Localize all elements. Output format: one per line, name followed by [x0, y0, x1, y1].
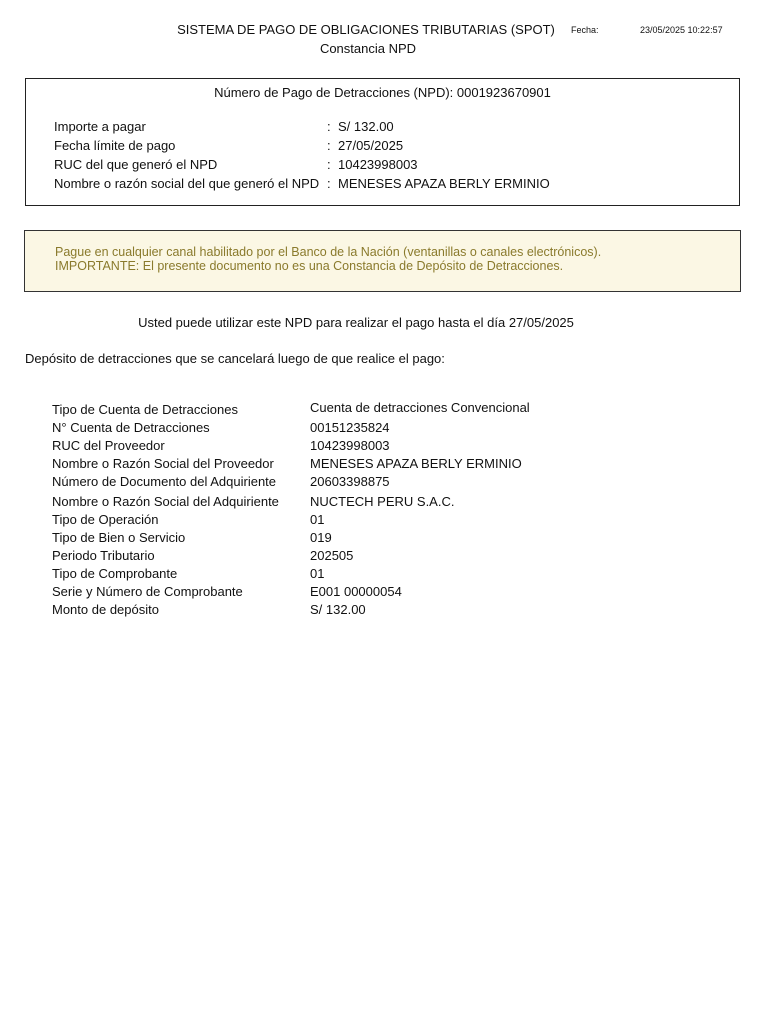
- fecha-value: 23/05/2025 10:22:57: [640, 25, 723, 35]
- npd-usage-text: Usted puede utilizar este NPD para realizar el pago hasta el día 27/05/2025: [138, 315, 574, 330]
- dep-label-monto: Monto de depósito: [52, 602, 159, 617]
- npd-heading: Número de Pago de Detracciones (NPD): 0001923670901: [214, 85, 551, 100]
- dep-value-nombre-adquiriente: NUCTECH PERU S.A.C.: [310, 494, 455, 509]
- npd-separator: :: [327, 157, 331, 172]
- dep-value-serie-numero: E001 00000054: [310, 584, 402, 599]
- document-subtitle: Constancia NPD: [319, 41, 417, 56]
- notice-importante: IMPORTANTE: El presente documento no es una Constancia de Depósito de Detracciones.: [55, 259, 564, 273]
- npd-label-ruc: RUC del que generó el NPD: [54, 157, 218, 172]
- fecha-label: Fecha:: [571, 25, 599, 35]
- deposito-intro: Depósito de detracciones que se cancelará luego de que realice el pago:: [25, 351, 445, 366]
- notice-payment-channels: Pague en cualquier canal habilitado por el Banco de la Nación (ventanillas o canales electrónicos).: [55, 245, 602, 259]
- dep-value-nombre-proveedor: MENESES APAZA BERLY ERMINIO: [310, 456, 522, 471]
- dep-label-nombre-proveedor: Nombre o Razón Social del Proveedor: [52, 456, 274, 471]
- dep-label-periodo: Periodo Tributario: [52, 548, 155, 563]
- npd-separator: :: [327, 138, 331, 153]
- npd-value-nombre: MENESES APAZA BERLY ERMINIO: [338, 176, 550, 191]
- npd-summary-box: [25, 78, 740, 206]
- dep-label-tipo-bien: Tipo de Bien o Servicio: [52, 530, 186, 545]
- dep-value-tipo-bien: 019: [310, 530, 332, 545]
- npd-value-ruc: 10423998003: [338, 157, 418, 172]
- npd-separator: :: [327, 119, 331, 134]
- dep-label-numero-cuenta: N° Cuenta de Detracciones: [52, 420, 210, 435]
- dep-value-tipo-cuenta: Cuenta de detracciones Convencional: [310, 400, 530, 415]
- dep-value-numero-cuenta: 00151235824: [310, 420, 390, 435]
- npd-value-importe: S/ 132.00: [338, 119, 394, 134]
- dep-value-doc-adquiriente: 20603398875: [310, 474, 390, 489]
- dep-label-ruc-proveedor: RUC del Proveedor: [52, 438, 165, 453]
- payment-notice-box: [24, 230, 741, 292]
- dep-label-tipo-cuenta: Tipo de Cuenta de Detracciones: [52, 402, 238, 417]
- npd-label-importe: Importe a pagar: [54, 119, 146, 134]
- dep-label-tipo-operacion: Tipo de Operación: [52, 512, 159, 527]
- dep-label-tipo-comprobante: Tipo de Comprobante: [52, 566, 178, 581]
- dep-value-periodo: 202505: [310, 548, 354, 563]
- npd-separator: :: [327, 176, 331, 191]
- npd-label-nombre: Nombre o razón social del que generó el NPD: [54, 176, 320, 191]
- document-title: SISTEMA DE PAGO DE OBLIGACIONES TRIBUTARIAS (SPOT): [177, 22, 555, 37]
- dep-label-doc-adquiriente: Número de Documento del Adquiriente: [52, 474, 277, 489]
- dep-value-ruc-proveedor: 10423998003: [310, 438, 390, 453]
- npd-value-fecha-limite: 27/05/2025: [338, 138, 404, 153]
- dep-value-tipo-comprobante: 01: [310, 566, 325, 581]
- dep-label-nombre-adquiriente: Nombre o Razón Social del Adquiriente: [52, 494, 279, 509]
- npd-label-fecha-limite: Fecha límite de pago: [54, 138, 176, 153]
- dep-label-serie-numero: Serie y Número de Comprobante: [52, 584, 243, 599]
- dep-value-tipo-operacion: 01: [310, 512, 325, 527]
- dep-value-monto: S/ 132.00: [310, 602, 366, 617]
